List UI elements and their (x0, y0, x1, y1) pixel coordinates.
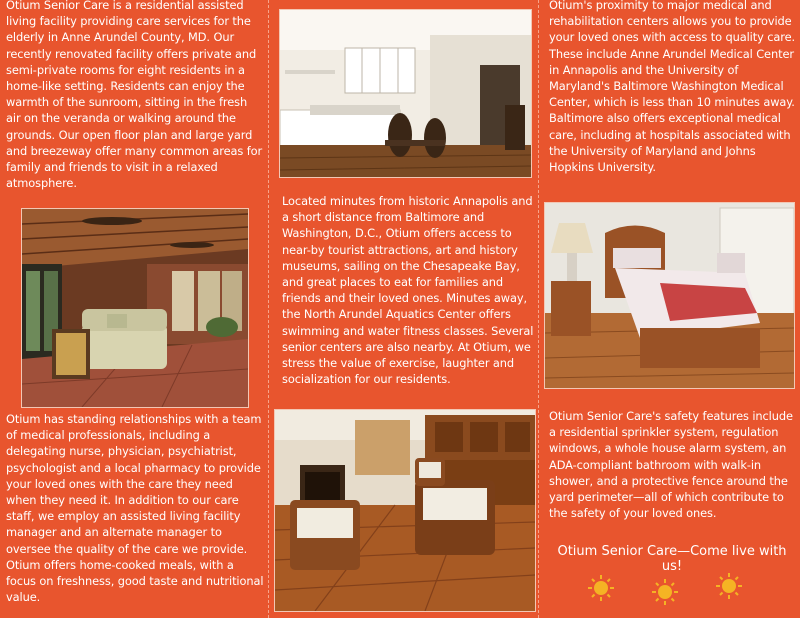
safety-paragraph: Otium Senior Care's safety features include a residential sprinkler system, regulation windows, a whole house alarm system, an ADA-compliant bathroom with walk-in shower, and a protective fence around the yard perimeter—all of which contribute to the safety of your loved ones. (549, 409, 793, 521)
proximity-paragraph: Otium's proximity to major medical and rehabilitation centers allows you to provide your loved ones with access to quality care. These include Anne Arundel Medical Center in Annapolis and the University of Maryland's Baltimore Washington Medical Center, which is less than 10 minutes away. Baltimore also offers exceptional medical care, including at hospitals associated with the University of Maryland and Johns Hopkins University. (549, 0, 796, 175)
fold-divider (268, 0, 269, 618)
living-room-photo (274, 409, 536, 612)
kitchen-photo (279, 9, 532, 178)
bedroom-photo (544, 202, 795, 389)
medical-team-paragraph: Otium has standing relationships with a team of medical professionals, including a delegating nurse, physician, psychiatrist, psychologist and a local pharmacy to provide your loved ones with the care they need when they need it. In addition to our care staff, we employ an assisted living facility manager and an alternate manager to oversee the quality of the care we provide. Otium offers home-cooked meals, with a focus on freshness, good taste and nutritional value. (6, 412, 264, 605)
closing-tagline: Otium Senior Care—Come live with us! (557, 544, 787, 574)
sun-icon-row (583, 572, 763, 608)
fold-divider (538, 0, 539, 618)
sun-icon (588, 575, 614, 601)
location-paragraph: Located minutes from historic Annapolis and a short distance from Baltimore and Washington, D.C., Otium offers access to near-by tourist attractions, art and history museums, sailing on the Chesapeake Bay, and great places to eat for families and friends and their loved ones. Minutes away, the North Arundel Aquatics Center offers swimming and water fitness classes. Several senior centers are also nearby. At Otium, we stress the value of exercise, laughter and socialization for our residents. (282, 194, 534, 387)
sun-icon (716, 573, 742, 599)
sun-icon (652, 579, 678, 605)
sunroom-photo (21, 208, 249, 408)
intro-paragraph: Otium Senior Care is a residential assisted living facility providing care services for the elderly in Anne Arundel County, MD. Our recently renovated facility offers private and semi-private rooms for eight residents in a home-like setting. Residents can enjoy the warmth of the sunroom, sitting in the fresh air on the veranda or walking around the grounds. Our open floor plan and large yard and breezeway offer many common areas for family and friends to visit in a relaxed atmosphere. (6, 0, 263, 191)
